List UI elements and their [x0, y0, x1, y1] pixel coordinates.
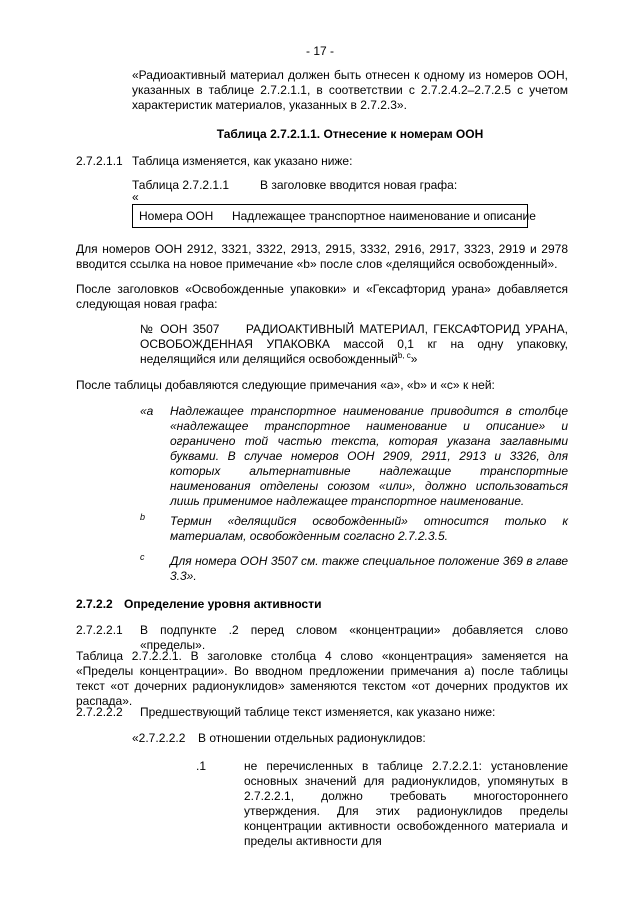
note-b-text: Термин «делящийся освобожденный» относится только к материалам, освобожденным согласно 2.7.2.3.5. [170, 514, 568, 543]
section-2222-text: Предшествующий таблице текст изменяется, как указано ниже: [140, 705, 496, 719]
table-2221-paragraph: Таблица 2.7.2.2.1. В заголовке столбца 4 слово «концентрация» заменяется на «Пределы концентрации». Во вводном предложении примечания a) после таблицы текст «от дочерних радионуклидов» заменяются текстом «от дочерних продуктов их распада». [76, 649, 568, 708]
intro-paragraph: «Радиоактивный материал должен быть отнесен к одному из номеров ООН, указанных в таблице 2.7.2.1.1, в соответствии с 2.7.2.4.2–2.7.2.5 с учетом характеристик материалов, указанных в 2.7.2.3». [132, 68, 568, 112]
section-272-number: 2.7.2.2 [76, 597, 113, 611]
un3507-description: массой 0,1 кг на одну упаковку, неделящийся или делящийся освобожденный [140, 337, 568, 366]
references-paragraph: Для номеров ООН 2912, 3321, 3322, 2913, 2915, 3332, 2916, 2917, 3323, 2919 и 2978 вводится ссылка на новое примечание «b» после слов «делящийся освобожденный». [76, 242, 568, 271]
un3507-caps-name: РАДИОАКТИВНЫЙ МАТЕРИАЛ, ГЕКСАФТОРИД УРАНА, ОСВОБОЖДЕННАЯ УПАКОВКА [140, 322, 569, 351]
quoted-2222-number: «2.7.2.2.2 [132, 731, 186, 745]
column-un-numbers: Номера ООН [139, 209, 214, 223]
note-a-mark: «a [140, 404, 154, 418]
section-text: Таблица изменяется, как указано ниже: [132, 154, 353, 168]
un3507-number: № ООН 3507 [140, 322, 220, 336]
section-2221-number: 2.7.2.2.1 [76, 623, 123, 637]
item-1-number: .1 [196, 759, 207, 773]
note-c-text: Для номера ООН 3507 см. также специальное положение 369 в главе 3.3». [170, 554, 568, 583]
section-2222-number: 2.7.2.2.2 [76, 705, 123, 719]
section-272-title: Определение уровня активности [124, 597, 322, 611]
notes-intro: После таблицы добавляются следующие примечания «a», «b» и «c» к ней: [76, 378, 495, 392]
column-shipping-name: Надлежащее транспортное наименование и описание [231, 209, 536, 223]
note-a-text: Надлежащее транспортное наименование приводится в столбце «надлежащее транспортное наименование и описание» и ограничено той частью текста, которая указана заглавными буквами. В случае номеров ООН 2909, 2911, 2913 и 3326, для которых альтернативные надлежащие транспортные наименования отделены союзом «или», должно использоваться лишь применимое надлежащее транспортное наименование. [170, 404, 568, 508]
page-number: - 17 - [305, 44, 334, 58]
un3507-note-refs: b, c [397, 351, 411, 360]
table-heading: Таблица 2.7.2.1.1. Отнесение к номерам ООН [216, 127, 484, 141]
note-b-mark: b [140, 512, 146, 522]
item-1-text: не перечисленных в таблице 2.7.2.2.1: установление основных значений для радионуклидов, упомянутых в 2.7.2.2.1, должно требовать многостороннего утверждения. Для этих радионуклидов пределы концентрации активности освобожденного материала и пределы активности для [244, 759, 568, 848]
note-c-mark: c [140, 552, 145, 562]
un3507-entry [140, 322, 568, 367]
header-note: В заголовке вводится новая графа: [260, 178, 458, 192]
table-reference: Таблица 2.7.2.1.1 [132, 178, 230, 192]
section-number: 2.7.2.1.1 [76, 154, 123, 168]
un3507-closing-quote: » [410, 352, 418, 366]
new-column-header [132, 204, 536, 228]
opening-quote: « [132, 190, 139, 204]
new-column-paragraph: После заголовков «Освобожденные упаковки» и «Гексафторид урана» добавляется следующая новая графа: [76, 282, 568, 311]
quoted-2222-text: В отношении отдельных радионуклидов: [198, 731, 426, 745]
section-2221-text: В подпункте .2 перед словом «концентрации» добавляется слово «пределы». [140, 623, 568, 652]
